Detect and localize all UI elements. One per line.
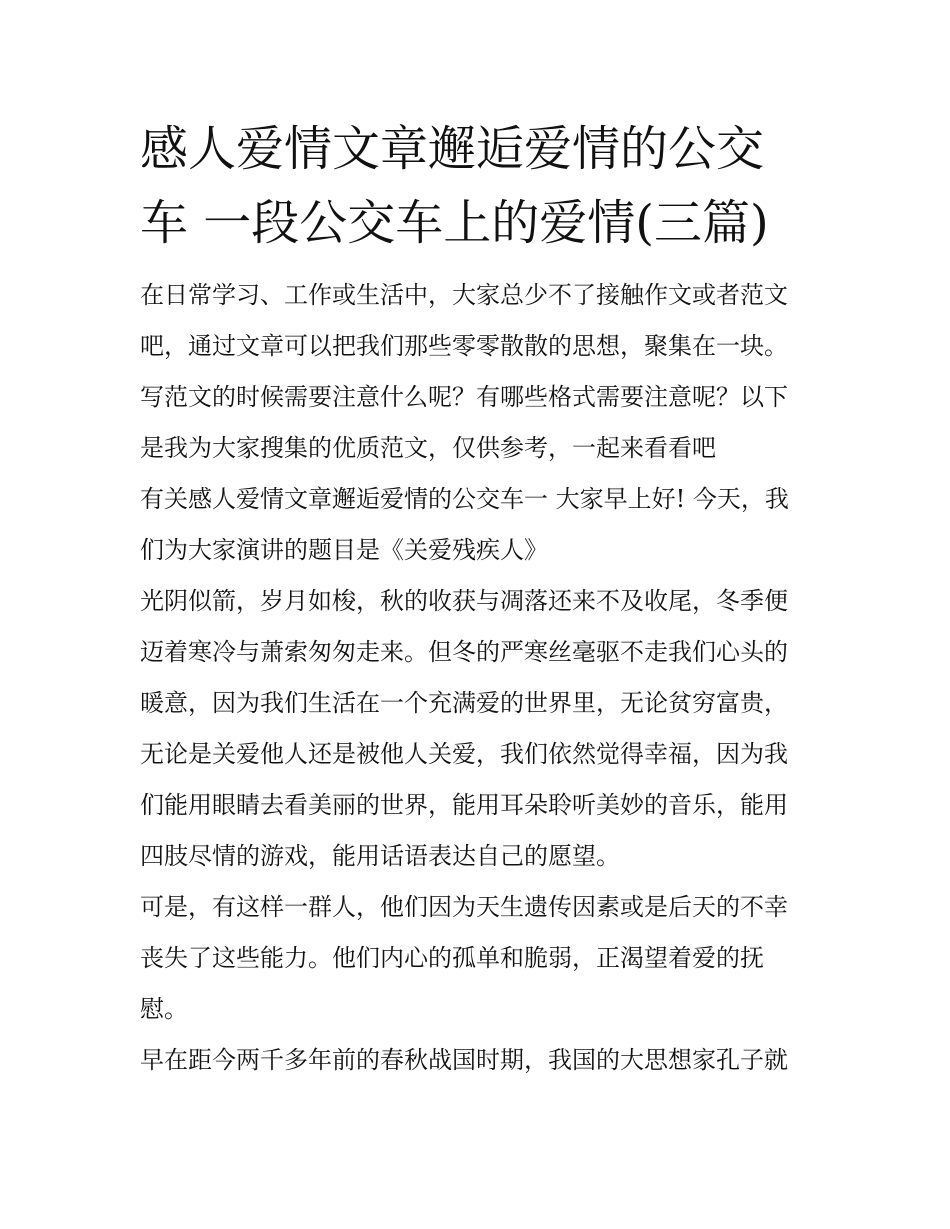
title-line-2: 车 一段公交车上的爱情(三篇): [140, 195, 769, 251]
text-line: 写范文的时候需要注意什么呢？有哪些格式需要注意呢？以下: [140, 383, 788, 411]
text-line: 们能用眼睛去看美丽的世界，能用耳朵聆听美妙的音乐，能用: [140, 791, 788, 819]
text-line: 暖意，因为我们生活在一个充满爱的世界里，无论贫穷富贵，: [140, 689, 788, 717]
text-line: 慰。: [140, 995, 188, 1023]
text-line: 吧，通过文章可以把我们那些零零散散的思想，聚集在一块。: [140, 332, 788, 360]
document-title: [140, 112, 816, 260]
text-line: 有关感人爱情文章邂逅爱情的公交车一 大家早上好! 今天，我: [140, 485, 789, 513]
document-body: [140, 270, 816, 1086]
paragraph-greeting: [140, 474, 816, 576]
paragraph-intro: [140, 270, 816, 474]
text-line: 光阴似箭，岁月如梭，秋的收获与凋落还来不及收尾，冬季便: [140, 587, 788, 615]
text-line: 们为大家演讲的题目是《关爱残疾人》: [140, 536, 548, 564]
title-line-1: 感人爱情文章邂逅爱情的公交: [140, 121, 765, 177]
document-content: [140, 112, 816, 1086]
paragraph-winter: [140, 576, 816, 882]
text-line: 无论是关爱他人还是被他人关爱，我们依然觉得幸福，因为我: [140, 740, 788, 768]
text-line: 是我为大家搜集的优质范文，仅供参考，一起来看看吧: [140, 434, 716, 462]
text-line: 迈着寒冷与萧索匆匆走来。但冬的严寒丝毫驱不走我们心头的: [140, 638, 788, 666]
text-line: 四肢尽情的游戏，能用话语表达自己的愿望。: [140, 842, 620, 870]
text-line: 丧失了这些能力。他们内心的孤单和脆弱，正渴望着爱的抚: [140, 944, 764, 972]
text-line: 在日常学习、工作或生活中，大家总少不了接触作文或者范文: [140, 281, 788, 309]
text-line: 早在距今两千多年前的春秋战国时期，我国的大思想家孔子就: [140, 1046, 788, 1074]
paragraph-group: [140, 882, 816, 1035]
text-line: 可是，有这样一群人，他们因为天生遗传因素或是后天的不幸: [140, 893, 788, 921]
paragraph-history: [140, 1035, 816, 1086]
